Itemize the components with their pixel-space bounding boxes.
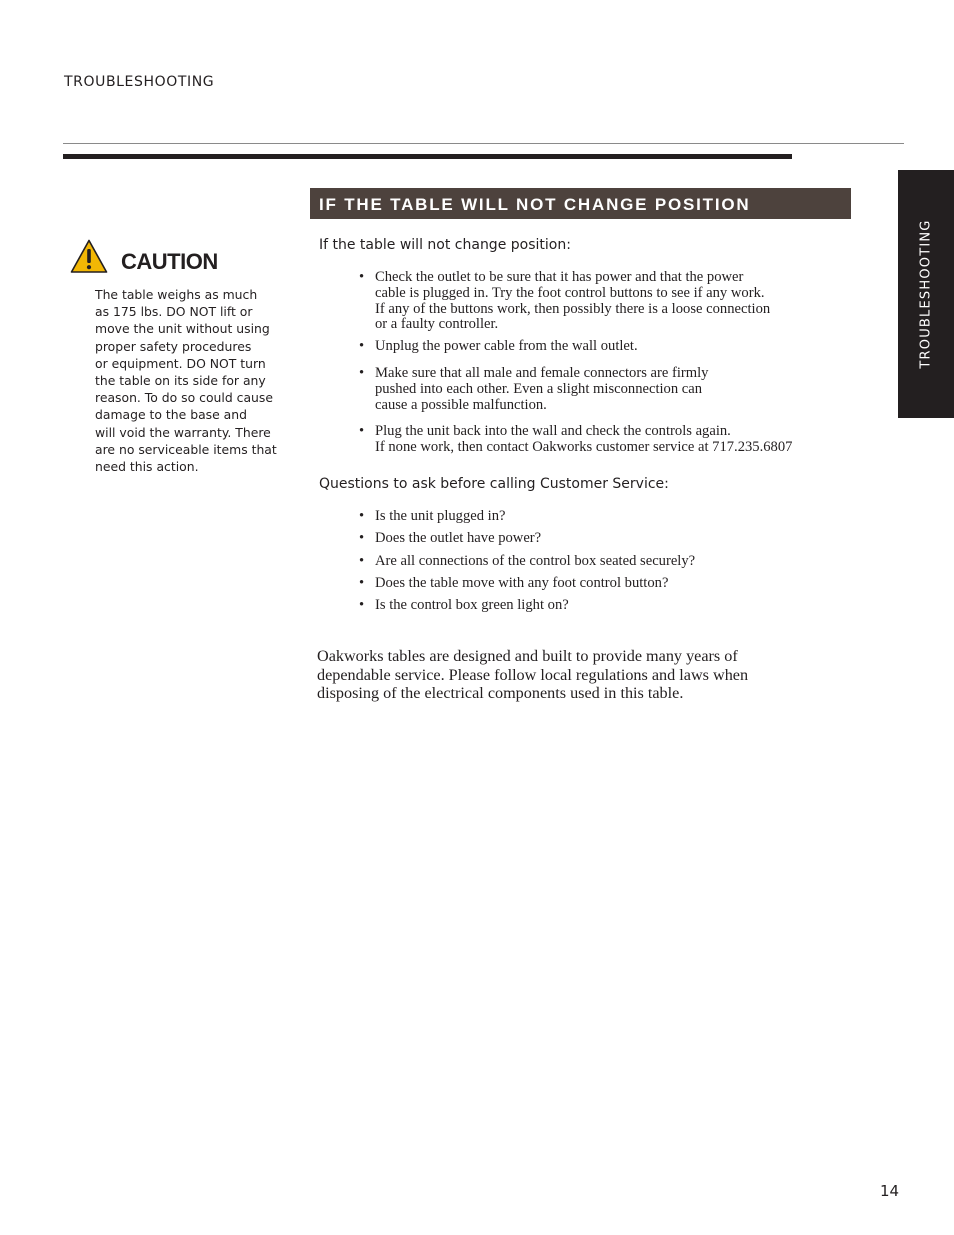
running-header: TROUBLESHOOTING [64, 74, 215, 90]
list-item-text [375, 366, 708, 413]
caution-line: or equipment. DO NOT turn [95, 355, 266, 371]
section-heading-bar [310, 188, 851, 219]
bullet-marker: • [359, 553, 365, 569]
caution-line: as 175 lbs. DO NOT lift or [95, 304, 253, 320]
header-rule-thick [63, 154, 792, 159]
caution-title: CAUTION [121, 249, 218, 274]
question-text [375, 554, 695, 570]
list-item-text [375, 339, 638, 355]
bullet-marker: • [359, 423, 365, 439]
list-item-line: Plug the unit back into the wall and check the controls again. [375, 423, 731, 439]
caution-line: The table weighs as much [95, 287, 258, 302]
question-text [375, 598, 569, 614]
caution-line: proper safety procedures [95, 338, 252, 354]
bullet-marker: • [359, 530, 365, 546]
caution-line: will void the warranty. There [95, 424, 271, 440]
list-item-line: cable is plugged in. Try the foot control buttons to see if any work. [375, 284, 765, 301]
warning-triangle-icon [70, 239, 108, 274]
list-item-text [375, 270, 770, 333]
list-item-line: Unplug the power cable from the wall outlet. [375, 338, 638, 354]
caution-line: are no serviceable items that [95, 441, 277, 457]
question-text [375, 509, 506, 525]
questions-intro: Questions to ask before calling Customer Service: [319, 476, 669, 492]
list-item-line: If any of the buttons work, then possibly there is a loose connection [375, 300, 771, 317]
bullet-marker: • [359, 365, 365, 381]
question-line: Does the table move with any foot control button? [375, 575, 669, 591]
question-line: Are all connections of the control box seated securely? [375, 553, 696, 569]
section-title: IF THE TABLE WILL NOT CHANGE POSITION [319, 195, 751, 214]
question-line: Is the control box green light on? [375, 597, 569, 613]
bullet-marker: • [359, 269, 365, 285]
closing-line: disposing of the electrical components used in this table. [317, 684, 684, 703]
bullet-marker: • [359, 508, 365, 524]
caution-line: the table on its side for any [95, 373, 266, 389]
caution-text [95, 286, 291, 475]
closing-line: dependable service. Please follow local regulations and laws when [317, 665, 749, 684]
closing-paragraph [317, 647, 748, 703]
list-item-line: pushed into each other. Even a slight misconnection can [375, 380, 703, 397]
list-item-line: cause a possible malfunction. [375, 396, 547, 413]
list-item-text [375, 424, 792, 456]
question-line: Is the unit plugged in? [375, 508, 506, 524]
caution-line: move the unit without using [95, 321, 270, 337]
list-item-line: Make sure that all male and female connectors are firmly [375, 365, 709, 381]
side-tab-label: TROUBLESHOOTING [918, 219, 934, 369]
page-number: 14 [880, 1182, 900, 1200]
question-text [375, 531, 541, 547]
bullet-marker: • [359, 575, 365, 591]
list-item-line: If none work, then contact Oakworks customer service at 717.235.6807 [375, 438, 793, 455]
header-rule-thin [63, 143, 904, 144]
side-tab [898, 170, 954, 418]
section-intro: If the table will not change position: [319, 237, 571, 253]
question-line: Does the outlet have power? [375, 530, 542, 546]
caution-line: damage to the base and [95, 407, 247, 423]
caution-line: reason. To do so could cause [95, 390, 273, 406]
list-item-line: Check the outlet to be sure that it has power and that the power [375, 269, 744, 285]
bullet-marker: • [359, 338, 365, 354]
caution-line: need this action. [95, 459, 199, 475]
closing-line: Oakworks tables are designed and built to provide many years of [317, 647, 738, 665]
bullet-marker: • [359, 597, 365, 613]
question-text [375, 576, 668, 592]
list-item-line: or a faulty controller. [375, 316, 499, 333]
